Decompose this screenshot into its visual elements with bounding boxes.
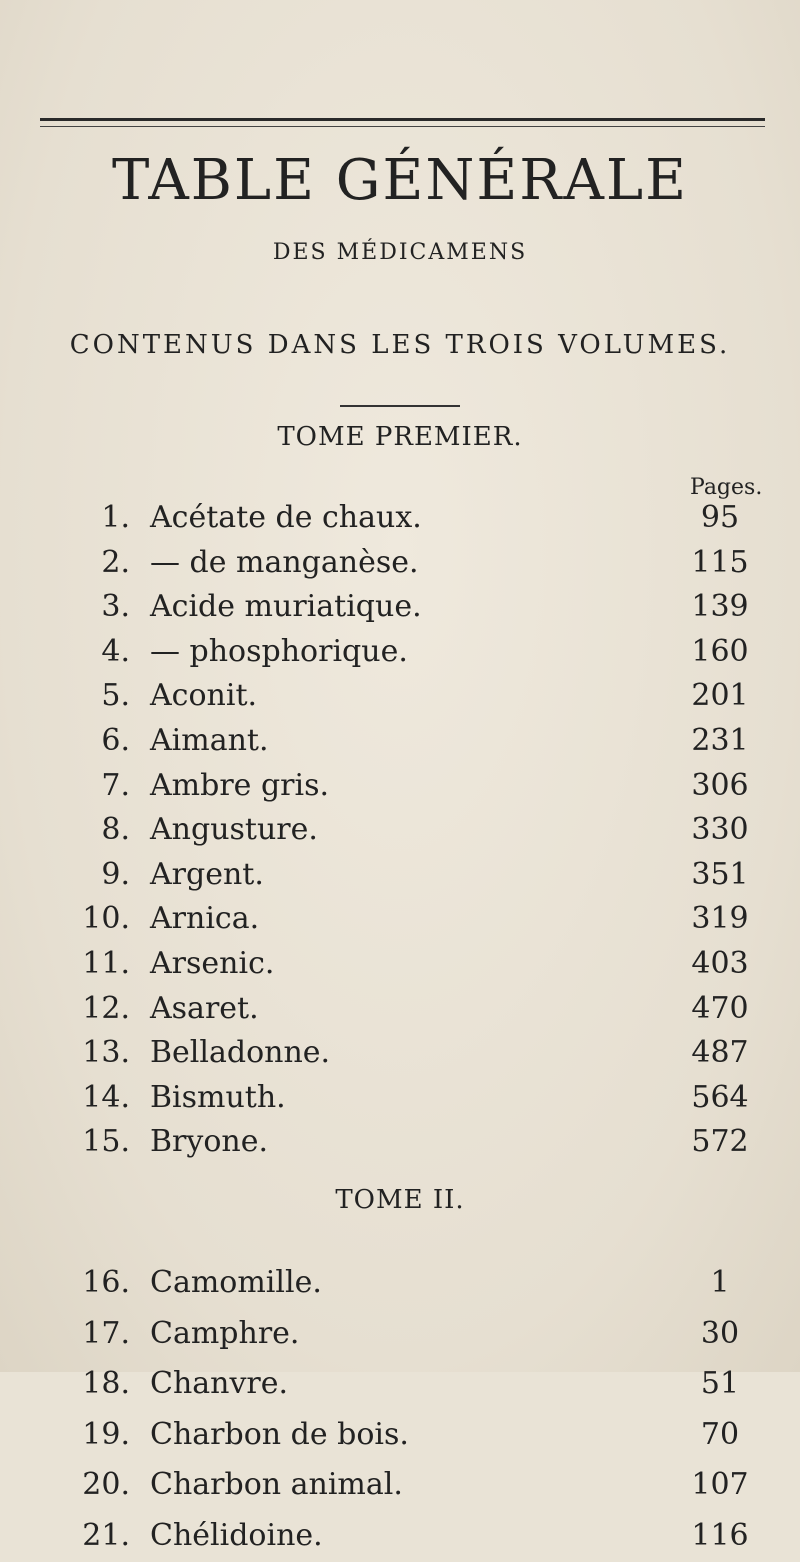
entry-name: Bryone. — [150, 1124, 269, 1160]
entry-number: 1. — [101, 500, 130, 535]
entry-number: 20. — [82, 1467, 130, 1502]
table-row — [0, 723, 800, 767]
entry-page: 139 — [691, 589, 749, 625]
table-row — [0, 1417, 800, 1461]
entry-page: 116 — [691, 1517, 749, 1553]
entry-number: 7. — [101, 767, 130, 803]
entry-page: 306 — [691, 767, 749, 803]
entry-page: 107 — [691, 1467, 749, 1502]
entry-name: Charbon de bois. — [150, 1416, 409, 1452]
tome1-heading: TOME PREMIER. — [277, 422, 523, 452]
table-row — [0, 634, 800, 678]
entry-name: Arsenic. — [150, 946, 275, 981]
entry-page: 470 — [691, 990, 749, 1026]
entry-name: Belladonne. — [150, 1035, 331, 1071]
entry-name: Arnica. — [150, 901, 260, 937]
entry-page: 160 — [691, 633, 749, 669]
entry-name: Aconit. — [150, 678, 258, 714]
separator-rule — [340, 405, 460, 407]
entry-number: 2. — [101, 544, 130, 580]
entry-name: Charbon animal. — [150, 1467, 403, 1502]
subtitle-medicaments: DES MÉDICAMENS — [272, 240, 528, 265]
entry-name: Acétate de chaux. — [150, 500, 422, 535]
table-row — [0, 589, 800, 633]
entry-page: 231 — [691, 723, 749, 758]
entry-name: Angusture. — [150, 812, 318, 848]
entry-number: 10. — [82, 901, 130, 937]
table-row — [0, 812, 800, 856]
entry-name: — de manganèse. — [150, 544, 419, 580]
entry-number: 11. — [82, 946, 130, 981]
entry-page: 319 — [691, 901, 749, 937]
table-row — [0, 1316, 800, 1360]
entry-name: Aimant. — [150, 723, 269, 758]
entry-number: 17. — [82, 1315, 130, 1351]
entry-number: 13. — [82, 1035, 130, 1071]
table-row — [0, 1124, 800, 1168]
entry-name: Camomille. — [150, 1265, 322, 1300]
entry-number: 4. — [101, 633, 130, 669]
page-title: TABLE GÉNÉRALE — [112, 148, 688, 213]
pages-column-label: Pages. — [690, 475, 763, 500]
entry-page: 572 — [691, 1124, 749, 1160]
entry-name: Acide muriatique. — [150, 589, 422, 625]
top-rule — [40, 118, 765, 121]
table-row — [0, 545, 800, 589]
entry-page: 70 — [700, 1416, 740, 1452]
entry-number: 16. — [82, 1265, 130, 1300]
table-row — [0, 901, 800, 945]
entry-page: 487 — [691, 1035, 749, 1071]
entry-number: 8. — [101, 812, 130, 848]
entry-page: 403 — [691, 946, 749, 981]
entry-page: 115 — [691, 544, 749, 580]
table-row — [0, 1366, 800, 1410]
entry-name: Argent. — [150, 856, 264, 892]
entry-number: 18. — [82, 1366, 130, 1401]
table-row — [0, 500, 800, 544]
entry-page: 1 — [710, 1265, 730, 1300]
entry-number: 3. — [101, 589, 130, 625]
entry-name: Camphre. — [150, 1315, 300, 1351]
entry-page: 30 — [700, 1315, 740, 1351]
table-row — [0, 1467, 800, 1511]
entry-number: 6. — [101, 723, 130, 758]
table-row — [0, 1518, 800, 1562]
entry-number: 19. — [82, 1416, 130, 1452]
entry-page: 201 — [691, 678, 749, 714]
table-row — [0, 991, 800, 1035]
entry-number: 14. — [82, 1079, 130, 1115]
table-row — [0, 1265, 800, 1309]
tome2-heading: TOME II. — [335, 1185, 465, 1215]
table-row — [0, 946, 800, 990]
entry-name: Chanvre. — [150, 1366, 289, 1401]
entry-number: 15. — [82, 1124, 130, 1160]
table-row — [0, 1035, 800, 1079]
entry-number: 5. — [101, 678, 130, 714]
entry-name: — phosphorique. — [150, 633, 408, 669]
entry-number: 12. — [82, 990, 130, 1026]
entry-page: 95 — [700, 500, 740, 535]
entry-name: Ambre gris. — [150, 767, 330, 803]
entry-number: 9. — [101, 856, 130, 892]
table-row — [0, 1080, 800, 1124]
table-row — [0, 678, 800, 722]
entry-number: 21. — [82, 1517, 130, 1553]
table-row — [0, 768, 800, 812]
top-rule-thin — [40, 126, 765, 127]
entry-page: 51 — [700, 1366, 740, 1401]
entry-page: 330 — [691, 812, 749, 848]
table-row — [0, 857, 800, 901]
entry-name: Bismuth. — [150, 1079, 286, 1115]
entry-name: Chélidoine. — [150, 1517, 323, 1553]
entry-name: Asaret. — [150, 990, 259, 1026]
entry-page: 564 — [691, 1079, 749, 1115]
entry-page: 351 — [691, 856, 749, 892]
subtitle-volumes: CONTENUS DANS LES TROIS VOLUMES. — [69, 330, 731, 360]
